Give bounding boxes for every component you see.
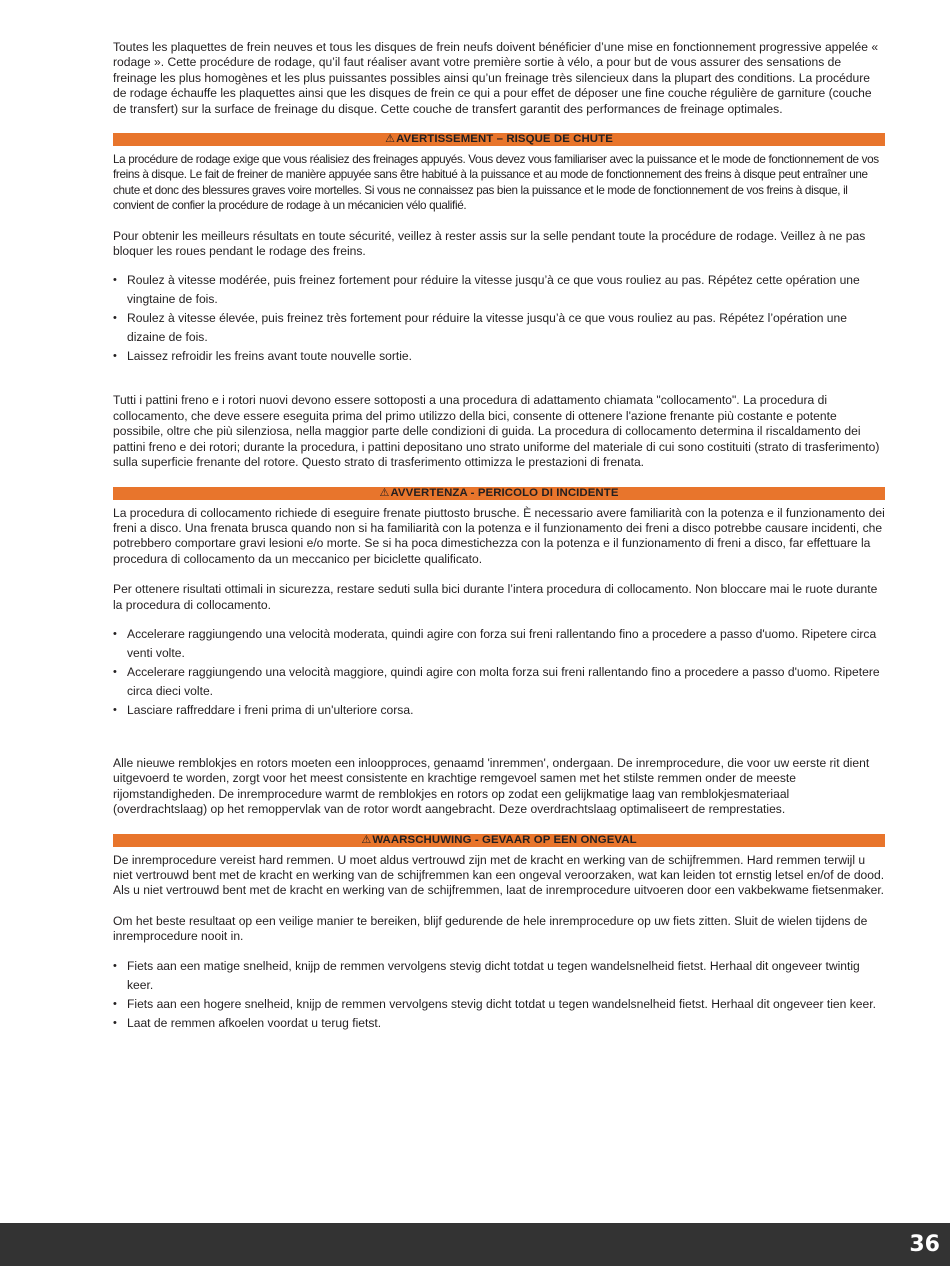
- advice-paragraph: Per ottenere risultati ottimali in sicurezza, restare seduti sulla bici durante l’intera procedura di collocamento. Non bloccare mai le ruote durante la procedura di collocamento.: [113, 582, 878, 612]
- advice-paragraph: Om het beste resultaat op een veilige manier te bereiken, blijf gedurende de hele inremprocedure op uw fiets zitten. Sluit de wielen tijdens de inremprocedure nooit in.: [113, 913, 868, 944]
- bullet-icon: •: [113, 627, 117, 640]
- warning-text: La procédure de rodage exige que vous réalisiez des freinages appuyés. Vous devez vous familiariser avec la puissance et le mode de fonctionnement de vos freins à disque. Le fait de freiner de manière appuyée sans être habitué à la puissance et au mode de fonctionnement des freins à disque peut entraîner une chute et donc des blessures graves voire mortelles. Si vous ne connaissez pas bien la puissance et le mode de fonctionnement de vos freins à disque, il convient de confier la procédure de rodage à un mécanicien vélo qualifié.: [113, 153, 879, 213]
- page-content: [113, 40, 885, 1033]
- warning-banner: [113, 834, 885, 847]
- list-item-text: Lasciare raffreddare i freni prima di un'ulteriore corsa.: [127, 702, 414, 717]
- steps-list: [113, 271, 885, 366]
- bullet-icon: •: [113, 350, 117, 363]
- bullet-icon: •: [113, 274, 117, 287]
- list-item: [113, 1014, 885, 1033]
- warning-text: La procedura di collocamento richiede di eseguire frenate piuttosto brusche. È necessario avere familiarità con la potenza e il funzionamento dei freni a disco. Una frenata brusca quando non si ha familiarità con la potenza e il funzionamento dei freni a disco potrebbe causare incidenti, che potrebbero comportare gravi lesioni e/o morte. Se si ha poca dimestichezza con la potenza e il funzionamento di freni a disco, far effettuare la procedura di collocamento da un meccanico per biciclette qualificato.: [113, 505, 885, 566]
- bullet-icon: •: [113, 665, 117, 678]
- warning-title: AVERTISSEMENT – RISQUE DE CHUTE: [396, 133, 613, 146]
- list-item: [113, 995, 885, 1014]
- warning-text: De inremprocedure vereist hard remmen. U moet aldus vertrouwd zijn met de kracht en werking van de schijfremmen. Hard remmen terwijl u niet vertrouwd bent met de kracht en werking van de schijfremmen kan een ongeval veroorzaken, wat kan leiden tot ernstig letsel en/of de dood. Als u niet vertrouwd bent met de kracht en werking van de schijfremmen, laat de inremprocedure uitvoeren door een vakbekwame fietsenmaker.: [113, 852, 885, 898]
- list-item-text: Accelerare raggiungendo una velocità maggiore, quindi agire con molta forza sui freni rallentando fino a procedere a passo d'uomo. Ripetere circa dieci volte.: [127, 664, 880, 698]
- warning-banner: [113, 133, 885, 146]
- page-footer: [0, 1223, 950, 1266]
- warning-triangle-icon: ⚠: [385, 133, 396, 146]
- bullet-icon: •: [113, 312, 117, 325]
- page-number: 36: [909, 1232, 940, 1257]
- intro-paragraph: Alle nieuwe remblokjes en rotors moeten een inloopproces, genaamd 'inremmen', ondergaan. De inremprocedure, die voor uw eerste rit dient uitgevoerd te worden, zorgt voor het meest consistente en krachtige remgevoel samen met het stilste remmen onder de meeste rijomstandigheden. De inremprocedure warmt de remblokjes en rotors op zodat een gelijkmatige laag van remblokjesmateriaal (overdrachtslaag) op het remoppervlak van de rotor wordt aangebracht. Deze overdrachtslaag optimaliseert de remprestaties.: [113, 755, 870, 817]
- warning-banner: [113, 487, 885, 500]
- list-item-text: Laat de remmen afkoelen voordat u terug fietst.: [127, 1015, 382, 1030]
- steps-list: [113, 625, 885, 720]
- warning-body: [113, 152, 885, 214]
- warning-triangle-icon: ⚠: [379, 486, 390, 499]
- list-item: [113, 663, 885, 701]
- advice-paragraph: Pour obtenir les meilleurs résultats en toute sécurité, veillez à rester assis sur la selle pendant toute la procédure de rodage. Veillez à ne pas bloquer les roues pendant le rodage des freins.: [113, 228, 866, 259]
- bullet-icon: •: [113, 703, 117, 716]
- list-item: [113, 625, 885, 663]
- section-italian: [113, 393, 885, 719]
- list-item-text: Accelerare raggiungendo una velocità moderata, quindi agire con forza sui freni rallentando fino a procedere a passo d'uomo. Ripetere circa venti volte.: [127, 626, 877, 660]
- bullet-icon: •: [113, 959, 117, 972]
- section-dutch: [113, 756, 885, 1033]
- warning-triangle-icon: ⚠: [361, 833, 372, 846]
- list-item-text: Roulez à vitesse élevée, puis freinez très fortement pour réduire la vitesse jusqu’à ce que vous rouliez au pas. Répétez l’opération une dizaine de fois.: [127, 311, 847, 345]
- list-item: [113, 309, 885, 347]
- list-item: [113, 701, 885, 720]
- section-french: [113, 40, 885, 366]
- list-item-text: Fiets aan een hogere snelheid, knijp de remmen vervolgens stevig dicht totdat u tegen wandelsnelheid fietst. Herhaal dit ongeveer tien keer.: [127, 996, 876, 1011]
- steps-list: [113, 957, 885, 1033]
- warning-title: AVVERTENZA - PERICOLO DI INCIDENTE: [390, 486, 619, 499]
- bullet-icon: •: [113, 997, 117, 1010]
- intro-paragraph: Toutes les plaquettes de frein neuves et tous les disques de frein neufs doivent bénéficier d’une mise en fonctionnement progressive appelée « rodage ». Cette procédure de rodage, qu’il faut réaliser avant votre première sortie à vélo, a pour but de vous assurer des sensations de freinage les plus homogènes et les plus puissantes possibles ainsi qu’un freinage très silencieux dans la plupart des conditions. La procédure de rodage échauffe les plaquettes ainsi que les disques de frein ce qui a pour effet de déposer une fine couche régulière de garniture (couche de transfert) sur la surface de freinage du disque. Cette couche de transfert garantit des performances de freinage optimales.: [113, 40, 879, 116]
- list-item-text: Laissez refroidir les freins avant toute nouvelle sortie.: [127, 349, 413, 364]
- list-item-text: Fiets aan een matige snelheid, knijp de remmen vervolgens stevig dicht totdat u tegen wandelsnelheid fietst. Herhaal dit ongeveer twintig keer.: [127, 958, 860, 992]
- list-item: [113, 347, 885, 366]
- bullet-icon: •: [113, 1016, 117, 1029]
- list-item-text: Roulez à vitesse modérée, puis freinez fortement pour réduire la vitesse jusqu’à ce que vous rouliez au pas. Répétez cette opération une vingtaine de fois.: [127, 273, 860, 307]
- intro-paragraph: Tutti i pattini freno e i rotori nuovi devono essere sottoposti a una procedura di adattamento chiamata "collocamento". La procedura di collocamento, che deve essere eseguita prima del primo utilizzo della bici, consente di ottenere l'azione frenante più costante e potente possibile, oltre che più silenziosa, nella maggior parte delle condizioni di guida. La procedura di collocamento determina il riscaldamento dei pattini freno e dei rotori; durante la procedura, i pattini depositano uno strato uniforme del materiale di cui sono costituiti (strato di trasferimento) sulla superficie frenante del rotore. Questo strato di trasferimento ottimizza le prestazioni di frenata.: [113, 393, 880, 470]
- list-item: [113, 957, 885, 995]
- list-item: [113, 271, 885, 309]
- warning-title: WAARSCHUWING - GEVAAR OP EEN ONGEVAL: [372, 833, 637, 846]
